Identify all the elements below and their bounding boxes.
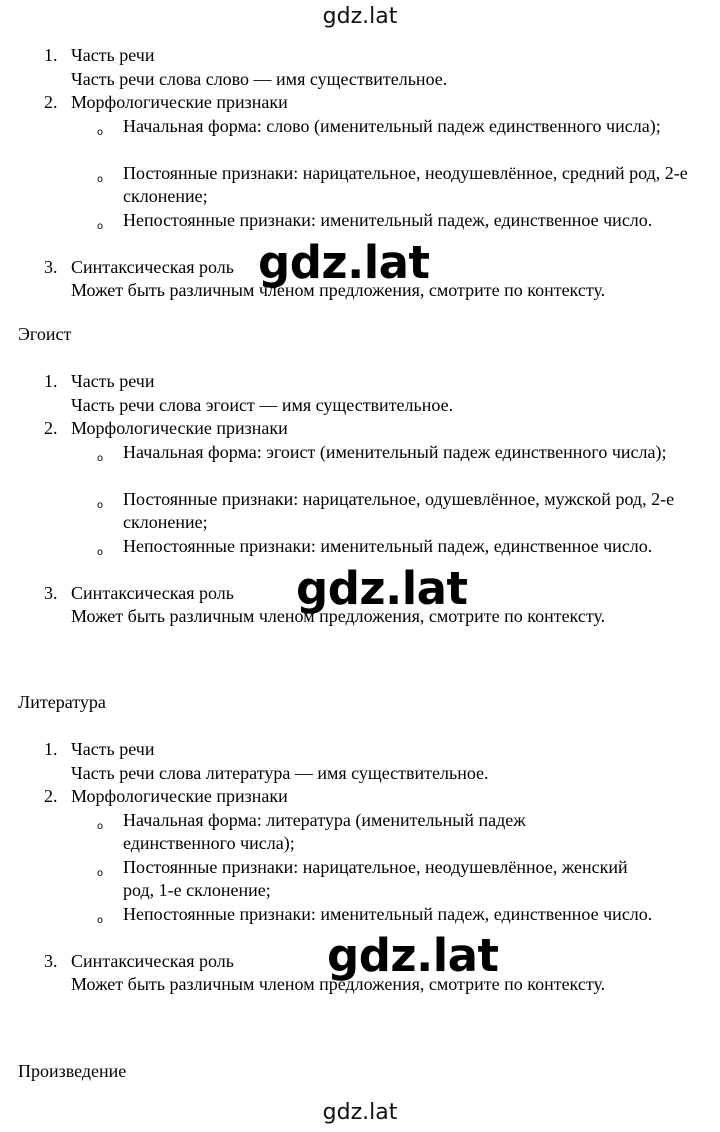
- item-number: 3.: [44, 582, 58, 603]
- bullet-icon: o: [97, 914, 104, 926]
- item-title: Морфологические признаки: [71, 92, 288, 112]
- item-number: 2.: [44, 92, 58, 112]
- bullet-text: Непостоянные признаки: именительный падеж, единственное число.: [123, 903, 653, 924]
- item-text: Часть речи слова эгоист — имя существительное.: [71, 394, 454, 415]
- bullet-icon: o: [97, 220, 104, 232]
- watermark-top: gdz.lat: [322, 4, 398, 29]
- bullet-icon: o: [97, 546, 104, 558]
- item-title: Синтаксическая роль: [71, 256, 234, 277]
- bullet-text: Начальная форма: эгоист (именительный падеж единственного числа);: [123, 441, 667, 462]
- bullet-text: Постоянные признаки: нарицательное, одушевлённое, мужской род, 2-е склонение;: [123, 488, 675, 532]
- entry-heading: Произведение: [18, 1061, 127, 1081]
- watermark-overlay: gdz.lat: [296, 562, 468, 615]
- item-number: 3.: [44, 950, 58, 971]
- item-text: Часть речи слова литература — имя существительное.: [71, 762, 489, 783]
- item-text: Может быть различным членом предложения, смотрите по контексту.: [71, 280, 606, 300]
- item-text: Часть речи слова слово — имя существительное.: [71, 68, 448, 89]
- item-number: 2.: [44, 786, 58, 806]
- bullet-text: Начальная форма: литература (именительный падеж единственного числа);: [123, 809, 526, 853]
- item-title: Синтаксическая роль: [71, 950, 234, 971]
- item-text: Может быть различным членом предложения, смотрите по контексту.: [71, 974, 606, 994]
- item-title: Синтаксическая роль: [71, 582, 234, 603]
- bullet-icon: o: [97, 867, 104, 879]
- item-title: Часть речи: [71, 45, 155, 65]
- bullet-icon: o: [97, 499, 104, 511]
- item-number: 2.: [44, 418, 58, 438]
- item-title: Часть речи: [71, 739, 155, 759]
- watermark-overlay: gdz.lat: [327, 929, 499, 982]
- bullet-icon: o: [97, 173, 104, 185]
- entry-heading: Эгоист: [18, 324, 72, 344]
- watermark-bottom: gdz.lat: [322, 1100, 398, 1125]
- item-number: 1.: [44, 739, 58, 759]
- bullet-icon: o: [97, 126, 104, 138]
- entry-heading: Литература: [18, 692, 106, 712]
- bullet-text: Постоянные признаки: нарицательное, неодушевлённое, средний род, 2-е склонение;: [123, 162, 688, 206]
- item-title: Морфологические признаки: [71, 786, 288, 806]
- bullet-text: Начальная форма: слово (именительный падеж единственного числа);: [123, 115, 661, 136]
- watermark-overlay: gdz.lat: [258, 236, 430, 289]
- item-text: Может быть различным членом предложения, смотрите по контексту.: [71, 606, 606, 626]
- bullet-text: Постоянные признаки: нарицательное, неодушевлённое, женский род, 1-е склонение;: [123, 856, 628, 900]
- bullet-text: Непостоянные признаки: именительный падеж, единственное число.: [123, 535, 653, 556]
- bullet-icon: o: [97, 820, 104, 832]
- item-number: 1.: [44, 371, 58, 391]
- bullet-text: Непостоянные признаки: именительный падеж, единственное число.: [123, 209, 653, 230]
- item-title: Морфологические признаки: [71, 418, 288, 438]
- item-number: 3.: [44, 256, 58, 277]
- item-title: Часть речи: [71, 371, 155, 391]
- item-number: 1.: [44, 45, 58, 65]
- bullet-icon: o: [97, 452, 104, 464]
